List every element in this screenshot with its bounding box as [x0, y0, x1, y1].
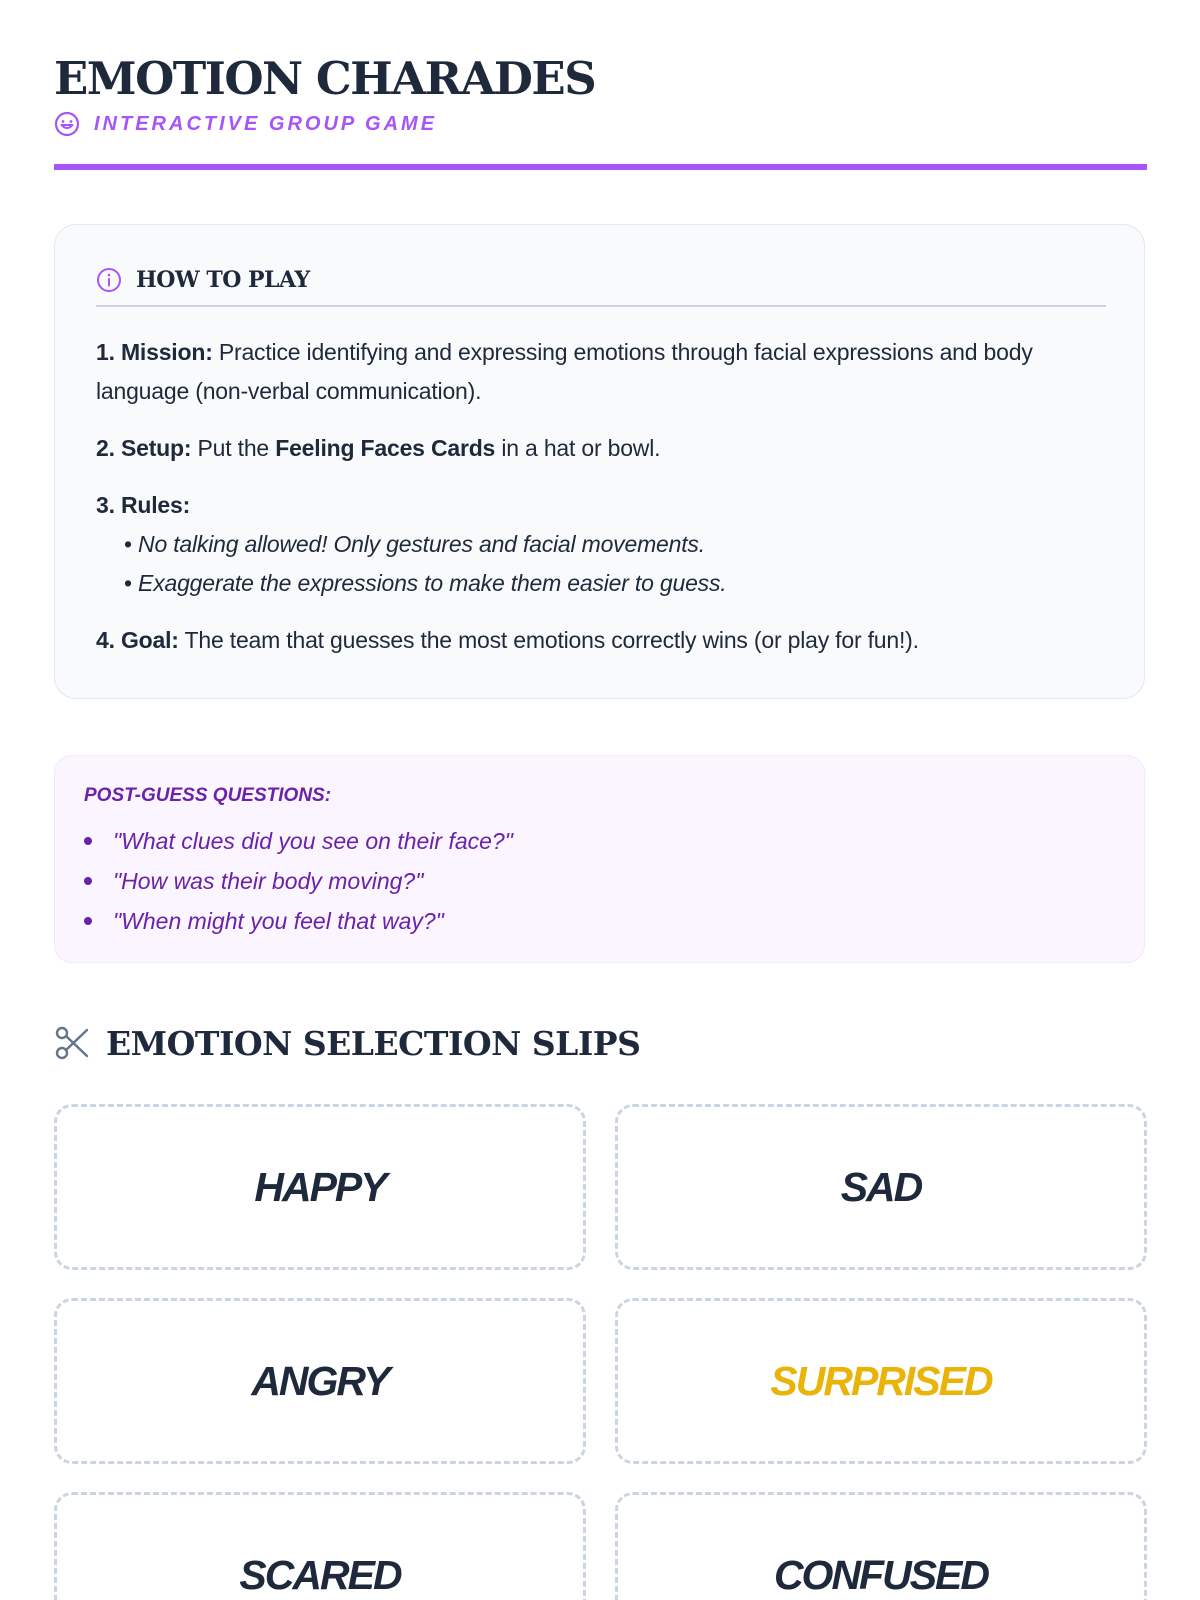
subtitle-row [54, 110, 437, 138]
post-guess-card [54, 755, 1145, 963]
emotion-slip-label: SAD [840, 1163, 922, 1210]
smiley-icon [54, 111, 80, 137]
slips-heading: EMOTION SELECTION SLIPS [106, 1023, 641, 1063]
post-guess-question: "When might you feel that way?" [84, 901, 513, 941]
page-title: EMOTION CHARADES [54, 52, 596, 105]
post-guess-title: POST-GUESS QUESTIONS: [84, 785, 332, 806]
slips-heading-row [54, 1020, 640, 1066]
rule-item: • No talking allowed! Only gestures and facial movements. [124, 525, 1106, 564]
step-goal [96, 621, 1106, 660]
feeling-faces-cards-highlight: Feeling Faces Cards [275, 435, 496, 461]
rules-list [96, 525, 1106, 603]
step-setup [96, 429, 1106, 468]
emotion-slip[interactable] [615, 1104, 1147, 1270]
post-guess-list [84, 821, 513, 941]
step-text: Put the [197, 435, 270, 461]
step-text: The team that guesses the most emotions correctly wins (or play for fun!). [184, 627, 919, 653]
emotion-slip[interactable] [54, 1492, 586, 1600]
emotion-slip[interactable] [54, 1104, 586, 1270]
subtitle-text: INTERACTIVE GROUP GAME [94, 112, 438, 135]
emotion-slip-label: CONFUSED [773, 1551, 989, 1598]
step-rules [96, 486, 1106, 603]
step-label: 4. Goal: [96, 627, 179, 653]
step-label: 1. Mission: [96, 339, 213, 365]
step-label: 2. Setup: [96, 435, 192, 461]
step-text: Practice identifying and expressing emotions through facial expressions and body language (non-verbal communication). [96, 339, 1033, 404]
post-guess-question: "How was their body moving?" [84, 861, 513, 901]
post-guess-question: "What clues did you see on their face?" [84, 821, 513, 861]
emotion-slip-label: ANGRY [251, 1357, 389, 1404]
step-label: 3. Rules: [96, 492, 191, 518]
emotion-slip[interactable] [615, 1298, 1147, 1464]
rule-item: • Exaggerate the expressions to make them easier to guess. [124, 564, 1106, 603]
emotion-slip[interactable] [615, 1492, 1147, 1600]
emotion-slip-label: HAPPY [254, 1163, 386, 1210]
scissors-icon [54, 1025, 90, 1061]
how-to-play-header [96, 265, 1106, 307]
how-to-play-card [54, 224, 1145, 699]
emotion-slip-label: SCARED [239, 1551, 401, 1598]
how-to-play-heading: HOW TO PLAY [136, 267, 310, 293]
info-icon [96, 267, 122, 293]
emotion-slip-label: SURPRISED [770, 1357, 992, 1404]
how-to-play-body [96, 333, 1106, 678]
emotion-slip[interactable] [54, 1298, 586, 1464]
title-divider [54, 164, 1147, 170]
step-text: in a hat or bowl. [501, 435, 661, 461]
step-mission [96, 333, 1106, 411]
